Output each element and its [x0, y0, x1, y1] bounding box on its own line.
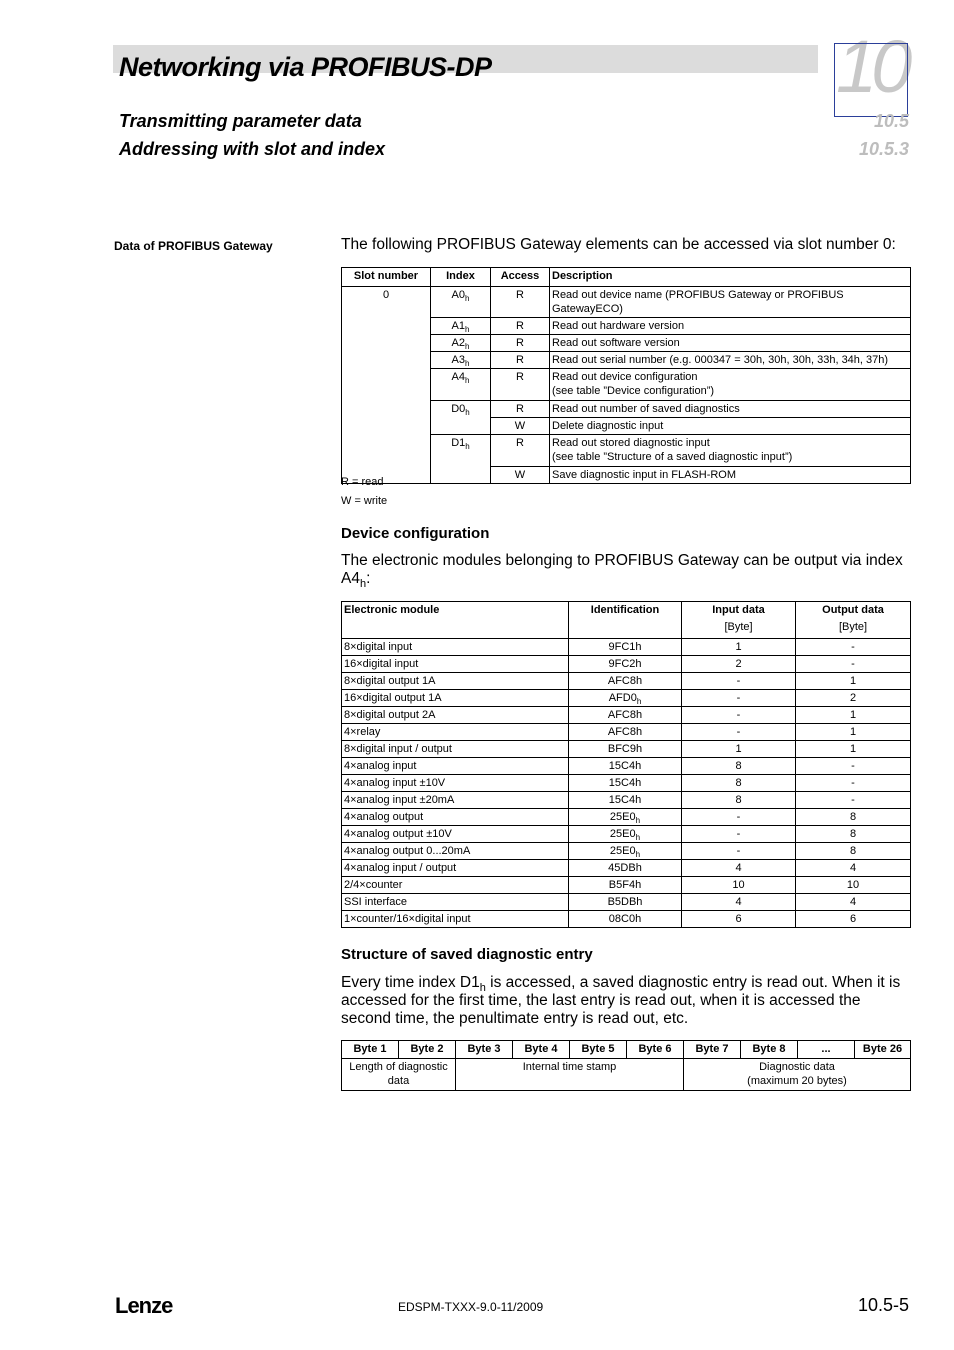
output-data-cell: 6	[796, 911, 911, 928]
description-cell: Read out software version	[550, 335, 911, 352]
header-slot-number: Slot number	[342, 268, 431, 287]
chapter-title: Networking via PROFIBUS-DP	[119, 52, 492, 82]
module-cell: 1×counter/16×digital input	[342, 911, 569, 928]
input-data-cell: 8	[682, 758, 796, 775]
slot-value: 0	[342, 287, 431, 484]
module-cell: 4×analog input ±10V	[342, 775, 569, 792]
output-data-cell: 1	[796, 724, 911, 741]
byte-header-cell: Byte 26	[855, 1041, 911, 1059]
chapter-number: 10	[836, 25, 907, 108]
index-cell: $D1_h$	[431, 435, 491, 484]
header-index: Index	[431, 268, 491, 287]
identification-cell: $25E0_h$	[569, 843, 682, 860]
byte-header-cell: Byte 4	[513, 1041, 570, 1059]
module-cell: 8×digital input / output	[342, 741, 569, 758]
identification-cell: BFC9h	[569, 741, 682, 758]
input-data-cell: -	[682, 707, 796, 724]
index-cell: $D0_h$	[431, 401, 491, 435]
index-cell: $A1_h$	[431, 318, 491, 335]
header-input-data: Input data [Byte]	[682, 602, 796, 639]
input-data-cell: -	[682, 724, 796, 741]
table-header-row	[342, 602, 911, 639]
index-cell: $A0_h$	[431, 287, 491, 318]
table-row	[342, 741, 911, 758]
output-data-cell: 8	[796, 826, 911, 843]
table-row	[342, 690, 911, 707]
output-data-cell: 1	[796, 673, 911, 690]
access-cell: R	[491, 318, 550, 335]
table-row	[342, 758, 911, 775]
device-config-text: The electronic modules belonging to PROFIBUS Gateway can be output via index $A4_h$:	[341, 552, 903, 590]
byte-header-cell: Byte 8	[741, 1041, 798, 1059]
table-row	[342, 843, 911, 860]
index-cell: $A3_h$	[431, 352, 491, 369]
byte-header-cell: Byte 1	[342, 1041, 399, 1059]
input-data-cell: -	[682, 826, 796, 843]
module-cell: 8×digital input	[342, 639, 569, 656]
output-data-cell: 2	[796, 690, 911, 707]
input-data-cell: 10	[682, 877, 796, 894]
subtitle-transmitting: Transmitting parameter data	[119, 111, 362, 131]
description-cell: Save diagnostic input in FLASH-ROM	[550, 467, 911, 484]
identification-cell: AFC8h	[569, 724, 682, 741]
output-data-cell: 8	[796, 809, 911, 826]
header-access: Access	[491, 268, 550, 287]
document-code: EDSPM-TXXX-9.0-11/2009	[398, 1300, 544, 1314]
diag-structure-heading: Structure of saved diagnostic entry	[341, 946, 593, 963]
byte-header-row	[342, 1041, 911, 1059]
module-cell: 8×digital output 2A	[342, 707, 569, 724]
header-identification: Identification	[569, 602, 682, 639]
module-cell: 2/4×counter	[342, 877, 569, 894]
table-row	[342, 809, 911, 826]
table-row	[342, 877, 911, 894]
module-cell: 16×digital output 1A	[342, 690, 569, 707]
side-label: Data of PROFIBUS Gateway	[114, 239, 273, 253]
identification-cell: $AFD0_h$	[569, 690, 682, 707]
output-data-cell: 8	[796, 843, 911, 860]
output-data-cell: -	[796, 656, 911, 673]
chapter-number-box	[834, 43, 908, 117]
output-data-cell: -	[796, 792, 911, 809]
table-row	[342, 287, 911, 318]
description-cell: Read out stored diagnostic input (see table ”Structure of a saved diagnostic input”)	[550, 435, 911, 467]
byte-header-cell: ...	[798, 1041, 855, 1059]
description-cell: Delete diagnostic input	[550, 418, 911, 435]
input-data-cell: 4	[682, 894, 796, 911]
access-cell: R	[491, 369, 550, 401]
module-cell: 8×digital output 1A	[342, 673, 569, 690]
timestamp-group-cell: Internal time stamp	[456, 1059, 684, 1091]
module-cell: 4×analog input ±20mA	[342, 792, 569, 809]
table-row	[342, 860, 911, 877]
module-cell: 4×analog output	[342, 809, 569, 826]
device-config-table	[341, 601, 911, 928]
intro-text: The following PROFIBUS Gateway elements can be accessed via slot number 0:	[341, 236, 896, 253]
table-row	[342, 792, 911, 809]
byte-group-row	[342, 1059, 911, 1091]
module-cell: 16×digital input	[342, 656, 569, 673]
module-cell: SSI interface	[342, 894, 569, 911]
table-row	[342, 911, 911, 928]
byte-header-cell: Byte 6	[627, 1041, 684, 1059]
input-data-cell: 1	[682, 741, 796, 758]
access-cell: R	[491, 352, 550, 369]
module-cell: 4×relay	[342, 724, 569, 741]
module-cell: 4×analog output ±10V	[342, 826, 569, 843]
diag-structure-table	[341, 1040, 911, 1091]
identification-cell: $25E0_h$	[569, 826, 682, 843]
description-cell: Read out serial number (e.g. 000347 = 30h, 30h, 30h, 33h, 34h, 37h)	[550, 352, 911, 369]
byte-header-cell: Byte 7	[684, 1041, 741, 1059]
identification-cell: B5F4h	[569, 877, 682, 894]
byte-header-cell: Byte 2	[399, 1041, 456, 1059]
byte-header-cell: Byte 5	[570, 1041, 627, 1059]
subtitle-addressing: Addressing with slot and index	[119, 139, 386, 159]
access-cell: R	[491, 287, 550, 318]
access-cell: R	[491, 435, 550, 467]
length-group-cell: Length of diagnostic data	[342, 1059, 456, 1091]
table-row	[342, 707, 911, 724]
access-cell: W	[491, 418, 550, 435]
identification-cell: 15C4h	[569, 758, 682, 775]
output-data-cell: 1	[796, 707, 911, 724]
module-cell: 4×analog output 0...20mA	[342, 843, 569, 860]
output-data-cell: -	[796, 775, 911, 792]
table-row	[342, 724, 911, 741]
table-row	[342, 639, 911, 656]
module-cell: 4×analog input / output	[342, 860, 569, 877]
description-cell: Read out device configuration (see table ”Device configuration”)	[550, 369, 911, 401]
identification-cell: 9FC2h	[569, 656, 682, 673]
access-cell: R	[491, 335, 550, 352]
table-row	[342, 656, 911, 673]
byte-header-cell: Byte 3	[456, 1041, 513, 1059]
table-row	[342, 894, 911, 911]
device-config-heading: Device configuration	[341, 525, 490, 542]
identification-cell: 15C4h	[569, 792, 682, 809]
input-data-cell: -	[682, 843, 796, 860]
identification-cell: 9FC1h	[569, 639, 682, 656]
identification-cell: $25E0_h$	[569, 809, 682, 826]
description-cell: Read out hardware version	[550, 318, 911, 335]
table-row	[342, 826, 911, 843]
legend-write: W = write	[341, 495, 388, 507]
identification-cell: AFC8h	[569, 707, 682, 724]
legend-read: R = read	[341, 476, 384, 488]
page-number: 10.5-5	[857, 1295, 909, 1315]
section-number-1: 10.5	[873, 111, 909, 131]
table-row	[342, 775, 911, 792]
header-output-data: Output data [Byte]	[796, 602, 911, 639]
identification-cell: B5DBh	[569, 894, 682, 911]
identification-cell: 45DBh	[569, 860, 682, 877]
table-header-row	[342, 268, 911, 287]
description-cell: Read out number of saved diagnostics	[550, 401, 911, 418]
access-cell: R	[491, 401, 550, 418]
input-data-cell: -	[682, 673, 796, 690]
input-data-cell: 8	[682, 792, 796, 809]
input-data-cell: -	[682, 809, 796, 826]
module-cell: 4×analog input	[342, 758, 569, 775]
output-data-cell: 1	[796, 741, 911, 758]
input-data-cell: 6	[682, 911, 796, 928]
identification-cell: 15C4h	[569, 775, 682, 792]
section-number-2: 10.5.3	[858, 139, 909, 159]
input-data-cell: 1	[682, 639, 796, 656]
index-cell: $A2_h$	[431, 335, 491, 352]
output-data-cell: -	[796, 639, 911, 656]
slot-index-table	[341, 267, 911, 484]
input-data-cell: -	[682, 690, 796, 707]
table-row	[342, 673, 911, 690]
index-cell: $A4_h$	[431, 369, 491, 401]
input-data-cell: 2	[682, 656, 796, 673]
input-data-cell: 4	[682, 860, 796, 877]
identification-cell: 08C0h	[569, 911, 682, 928]
output-data-cell: 4	[796, 860, 911, 877]
output-data-cell: 4	[796, 894, 911, 911]
header-description: Description	[550, 268, 911, 287]
input-data-cell: 8	[682, 775, 796, 792]
header-electronic-module: Electronic module	[342, 602, 569, 639]
diag-structure-text: Every time index $D1_h$ is accessed, a saved diagnostic entry is read out. When it is accessed for the first time, the last entry is read out, when it is accessed the second time, the penultimate entry is read out, etc.	[341, 974, 901, 1027]
lenze-logo: Lenze	[115, 1293, 173, 1318]
access-cell: W	[491, 467, 550, 484]
output-data-cell: -	[796, 758, 911, 775]
diagnostic-data-group-cell: Diagnostic data (maximum 20 bytes)	[684, 1059, 911, 1091]
output-data-cell: 10	[796, 877, 911, 894]
identification-cell: AFC8h	[569, 673, 682, 690]
description-cell: Read out device name (PROFIBUS Gateway or PROFIBUS GatewayECO)	[550, 287, 911, 318]
